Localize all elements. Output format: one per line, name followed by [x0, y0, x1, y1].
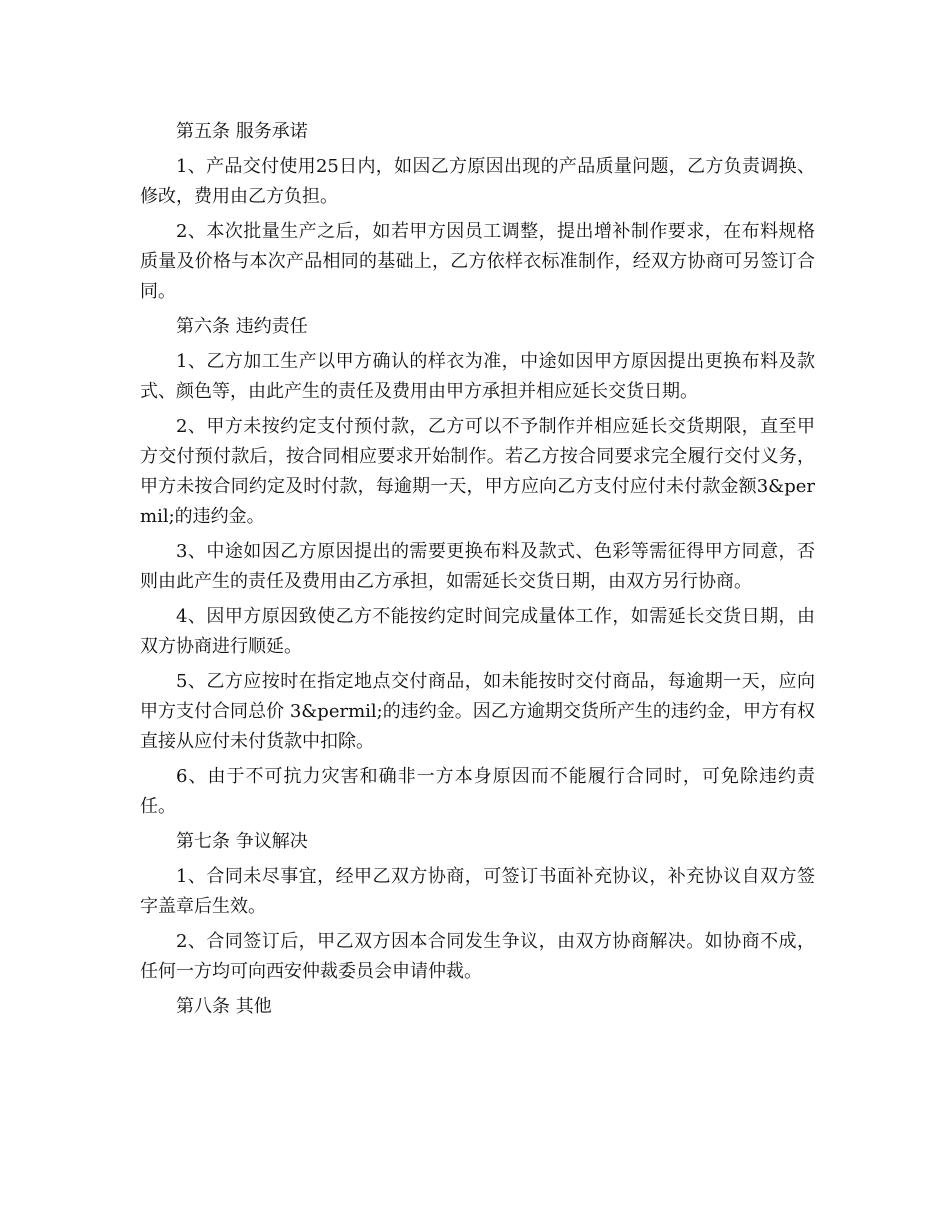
clause-6-5: 5、乙方应按时在指定地点交付商品，如未能按时交付商品，每逾期一天，应向甲方支付合同总价 3&permil;的违约金。因乙方逾期交货所产生的违约金，甲方有权直接从应付未付货款中扣除。: [140, 671, 815, 752]
clause-7-2: 2、合同签订后，甲乙双方因本合同发生争议，由双方协商解决。如协商不成，任何一方均可向西安仲裁委员会申请仲裁。: [140, 931, 815, 982]
section-heading-5: 第五条 服务承诺: [176, 121, 308, 142]
clause-6-6: 6、由于不可抗力灾害和确非一方本身原因而不能履行合同时，可免除违约责任。: [140, 766, 815, 817]
section-heading-6: 第六条 违约责任: [176, 316, 308, 337]
clause-5-1: 1、产品交付使用25日内，如因乙方原因出现的产品质量问题，乙方负责调换、修改，费用由乙方负担。: [140, 156, 815, 207]
section-heading-7: 第七条 争议解决: [176, 831, 308, 852]
clause-6-1: 1、乙方加工生产以甲方确认的样衣为准，中途如因甲方原因提出更换布料及款式、颜色等，由此产生的责任及费用由甲方承担并相应延长交货日期。: [140, 351, 815, 402]
section-heading-8: 第八条 其他: [176, 996, 272, 1017]
clause-6-2: 2、甲方未按约定支付预付款，乙方可以不予制作并相应延长交货期限，直至甲方交付预付款后，按合同相应要求开始制作。若乙方按合同要求完全履行交付义务，甲方未按合同约定及时付款，每逾期一天，甲方应向乙方支付应付未付款金额3&permil;的违约金。: [140, 416, 815, 527]
clause-7-1: 1、合同未尽事宜，经甲乙双方协商，可签订书面补充协议，补充协议自双方签字盖章后生效。: [140, 866, 815, 917]
document-body: [140, 117, 815, 1027]
clause-6-3: 3、中途如因乙方原因提出的需要更换布料及款式、色彩等需征得甲方同意，否则由此产生的责任及费用由乙方承担，如需延长交货日期，由双方另行协商。: [140, 541, 815, 592]
clause-5-2: 2、本次批量生产之后，如若甲方因员工调整，提出增补制作要求，在布料规格质量及价格与本次产品相同的基础上，乙方依样衣标准制作，经双方协商可另签订合同。: [140, 221, 815, 302]
clause-6-4: 4、因甲方原因致使乙方不能按约定时间完成量体工作，如需延长交货日期，由双方协商进行顺延。: [140, 606, 815, 657]
